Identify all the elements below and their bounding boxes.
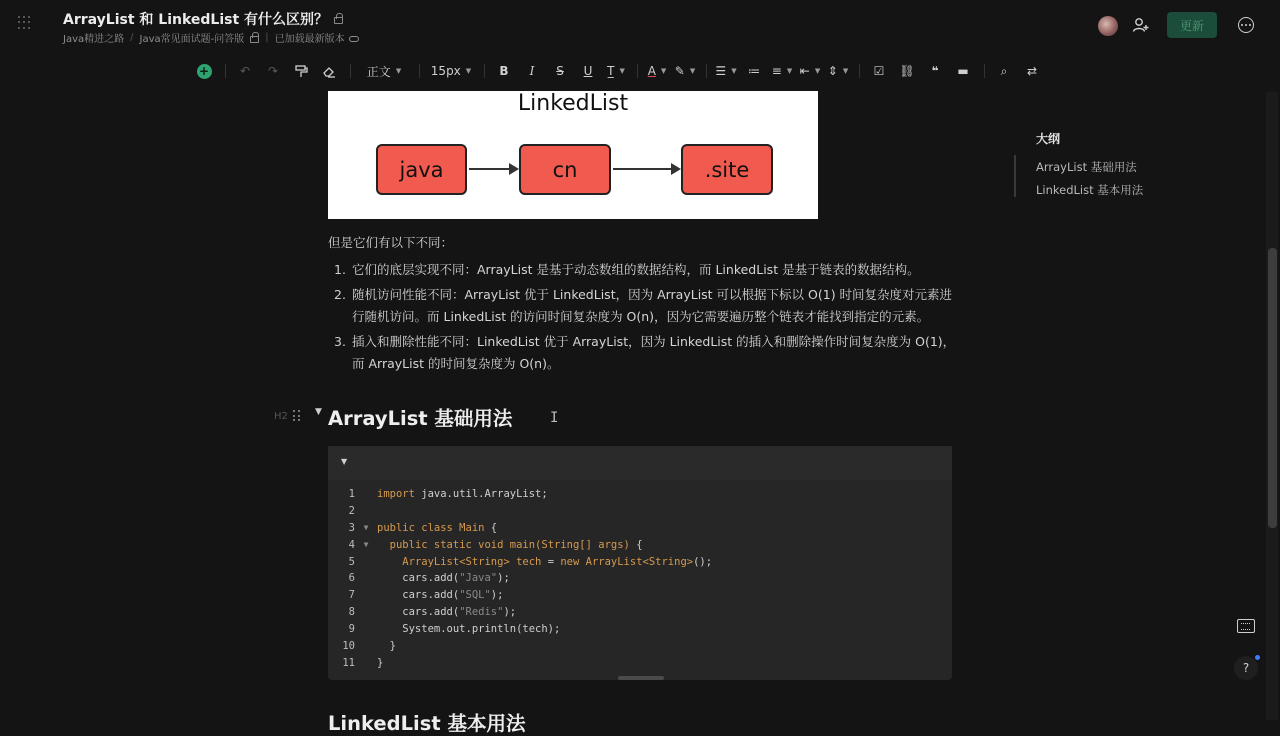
diagram-node: java <box>376 144 467 195</box>
outline-title: 大纲 <box>1036 132 1061 146</box>
lock-icon <box>250 36 259 43</box>
more-options-icon[interactable] <box>1238 17 1254 33</box>
breadcrumb-separator: / <box>130 32 134 43</box>
fold-gutter <box>355 554 377 571</box>
chevron-down-icon: ▼ <box>660 67 667 75</box>
code-text: public static void main(String[] args) { <box>389 538 643 551</box>
align-dropdown[interactable] <box>715 60 737 82</box>
divider-line-icon[interactable]: ▬ <box>957 64 969 78</box>
line-number: 5 <box>348 555 355 568</box>
save-status-label: 已加载最新版本 <box>274 34 345 45</box>
section-heading: ArrayList 基础用法 <box>328 407 513 430</box>
line-number: 7 <box>348 589 355 602</box>
list-number: 3. <box>334 334 346 349</box>
line-number: 8 <box>348 606 355 619</box>
strikethrough-icon[interactable]: S <box>556 64 564 78</box>
intro-paragraph: 但是它们有以下不同： <box>328 235 454 250</box>
link-icon[interactable]: ⛓ <box>899 64 915 78</box>
bullet-list-icon[interactable]: ≔ <box>748 64 760 78</box>
fold-gutter <box>355 587 377 604</box>
toolbar-divider <box>419 64 420 78</box>
code-lines <box>328 486 952 672</box>
heading-level-tag: H2 <box>274 411 288 422</box>
document-title-text: ArrayList 和 LinkedList 有什么区别？ <box>63 12 329 28</box>
keyboard-shortcuts-icon[interactable] <box>1237 619 1255 633</box>
code-text: cars.add("Java"); <box>377 572 510 585</box>
format-painter-icon[interactable] <box>290 60 312 82</box>
line-number: 10 <box>342 640 355 653</box>
code-line <box>328 621 952 638</box>
bold-icon[interactable]: B <box>499 64 509 78</box>
ordered-list-icon: ≡ <box>771 64 782 78</box>
plus-icon: + <box>197 64 212 79</box>
code-horizontal-scrollbar[interactable] <box>618 676 664 680</box>
fold-gutter <box>355 486 377 503</box>
line-number: 9 <box>348 623 355 636</box>
app-grid-icon[interactable] <box>18 16 32 30</box>
code-text: cars.add("SQL"); <box>377 589 504 602</box>
highlighter-icon: ✎ <box>674 64 685 78</box>
list-item <box>334 284 964 328</box>
chevron-down-icon[interactable]: ▼ <box>341 457 348 466</box>
chevron-down-icon: ▼ <box>731 67 737 75</box>
code-block[interactable] <box>328 446 952 680</box>
differences-list <box>334 259 964 378</box>
breadcrumb-item[interactable]: Java精进之路 <box>63 34 125 45</box>
line-number: 6 <box>348 572 355 585</box>
outline-item-linkedlist[interactable]: LinkedList 基本用法 <box>1036 183 1144 197</box>
undo-icon[interactable]: ↶ <box>239 64 251 78</box>
redo-icon[interactable]: ↷ <box>267 64 279 78</box>
indent-icon: ⇤ <box>799 64 810 78</box>
line-number: 1 <box>348 488 355 500</box>
indent-dropdown[interactable] <box>799 60 821 82</box>
code-text: import java.util.ArrayList; <box>377 488 548 500</box>
document-title <box>63 9 343 29</box>
highlight-dropdown[interactable] <box>674 60 696 82</box>
line-number: 3 <box>348 521 355 534</box>
breadcrumb-separator: | <box>265 32 269 43</box>
fold-arrow-icon[interactable]: ▼ <box>363 522 369 532</box>
toolbar-divider <box>706 64 707 78</box>
font-color-icon: A <box>647 64 656 78</box>
underline-icon[interactable]: U <box>583 64 593 78</box>
chevron-down-icon: ▼ <box>814 67 821 75</box>
editor-toolbar <box>193 60 1093 82</box>
list-item-text: 它们的底层实现不同：ArrayList 是基于动态数组的数据结构，而 LinkedList 是基于链表的数据结构。 <box>352 262 920 277</box>
help-icon: ? <box>1242 661 1250 675</box>
eraser-glyph <box>323 65 336 78</box>
breadcrumb <box>63 30 359 45</box>
list-number: 2. <box>334 287 346 302</box>
paragraph-style-label: 正文 <box>366 64 391 79</box>
italic-icon[interactable]: I <box>529 64 535 78</box>
chevron-down-icon: ▼ <box>395 67 402 75</box>
code-block-header <box>328 446 952 480</box>
diagram-arrow <box>613 168 679 170</box>
chevron-down-icon: ▼ <box>786 67 793 75</box>
chevron-down-icon: ▼ <box>465 67 472 75</box>
fold-arrow-icon[interactable]: ▼ <box>363 539 369 549</box>
notification-dot <box>1255 655 1260 660</box>
avatar[interactable] <box>1098 16 1118 36</box>
drag-handle-icon[interactable] <box>293 410 303 422</box>
code-text: public class Main { <box>377 521 498 534</box>
line-number: 2 <box>348 504 355 517</box>
font-color-dropdown[interactable] <box>646 60 668 82</box>
ordered-list-dropdown[interactable] <box>771 60 793 82</box>
quote-icon[interactable]: ❝ <box>931 64 939 78</box>
align-left-icon: ☰ <box>715 64 727 78</box>
text-effects-icon: T̲ <box>607 64 615 78</box>
list-item-text: 插入和删除性能不同：LinkedList 优于 ArrayList，因为 LinkedList 的插入和删除操作时间复杂度为 O(1)，而 ArrayList 的时间复杂度为 O(n)。 <box>352 334 956 371</box>
code-text: cars.add("Redis"); <box>377 606 517 619</box>
code-text: System.out.println(tech); <box>377 623 561 636</box>
diagram-title: LinkedList <box>517 91 629 116</box>
outline-indicator <box>1014 155 1016 197</box>
line-number: 4 <box>348 538 355 551</box>
code-line <box>328 655 952 672</box>
code-line <box>328 587 952 604</box>
paragraph-style-dropdown[interactable] <box>359 60 409 82</box>
toolbar-divider <box>225 64 226 78</box>
breadcrumb-item-label[interactable]: Java常见面试题-问答版 <box>139 34 245 45</box>
list-item <box>334 259 964 281</box>
add-user-icon[interactable] <box>1132 16 1150 34</box>
code-line <box>328 503 952 520</box>
list-number: 1. <box>334 262 346 277</box>
translate-icon[interactable]: ⇄ <box>1026 64 1038 78</box>
fold-gutter <box>355 570 377 587</box>
insert-button[interactable] <box>193 60 215 82</box>
code-line <box>328 554 952 571</box>
update-button[interactable]: 更新 <box>1167 12 1217 38</box>
diagram-node: .site <box>681 144 773 195</box>
help-button[interactable] <box>1234 656 1258 680</box>
fold-gutter <box>355 604 377 621</box>
code-line <box>328 486 952 503</box>
lock-icon <box>334 17 343 24</box>
chevron-down-icon: ▼ <box>619 67 625 75</box>
breadcrumb-item[interactable] <box>140 30 260 45</box>
code-text: } <box>377 640 396 653</box>
clear-format-icon[interactable] <box>318 60 340 82</box>
outline-item-arraylist[interactable]: ArrayList 基础用法 <box>1036 160 1137 174</box>
diagram-node: cn <box>519 144 611 195</box>
code-text: ArrayList<String> tech = new ArrayList<String>(); <box>402 555 713 568</box>
toolbar-divider <box>984 64 985 78</box>
text-effects-dropdown[interactable] <box>605 60 627 82</box>
code-line <box>328 638 952 655</box>
font-size-label: 15px <box>430 64 461 78</box>
search-replace-icon[interactable]: ⌕ <box>1000 63 1008 78</box>
line-spacing-icon: ⇕ <box>827 64 838 78</box>
code-line <box>328 604 952 621</box>
chevron-down-icon: ▼ <box>842 67 849 75</box>
toolbar-divider <box>484 64 485 78</box>
linkedlist-diagram-image[interactable] <box>328 91 818 219</box>
code-line <box>328 537 952 554</box>
format-painter-glyph <box>295 65 308 78</box>
list-item <box>334 331 964 375</box>
toolbar-divider <box>350 64 351 78</box>
line-spacing-dropdown[interactable] <box>827 60 849 82</box>
toolbar-divider <box>637 64 638 78</box>
toolbar-divider <box>859 64 860 78</box>
chevron-down-icon: ▼ <box>689 67 696 75</box>
next-section-heading: LinkedList 基本用法 <box>328 712 526 735</box>
collapse-heading-icon[interactable]: ▼ <box>315 407 322 417</box>
code-line <box>328 520 952 537</box>
line-number: 11 <box>342 656 355 669</box>
text-cursor-icon: I <box>550 410 559 426</box>
code-line <box>328 570 952 587</box>
fold-gutter <box>355 638 377 655</box>
code-text: } <box>377 656 384 669</box>
font-size-dropdown[interactable] <box>428 60 474 82</box>
list-item-text: 随机访问性能不同：ArrayList 优于 LinkedList，因为 ArrayList 可以根据下标以 O(1) 时间复杂度对元素进行随机访问。而 LinkedList 的访问时间复杂度为 O(n)，因为它需要遍历整个链表才能找到指定的元素。 <box>352 287 953 324</box>
page-scrollbar-thumb[interactable] <box>1268 248 1277 528</box>
cloud-icon <box>349 36 359 42</box>
save-status <box>275 30 359 45</box>
checkbox-icon[interactable]: ☑ <box>873 64 885 78</box>
diagram-arrow <box>469 168 517 170</box>
fold-gutter <box>355 655 377 672</box>
fold-gutter <box>355 503 377 520</box>
fold-gutter <box>355 621 377 638</box>
